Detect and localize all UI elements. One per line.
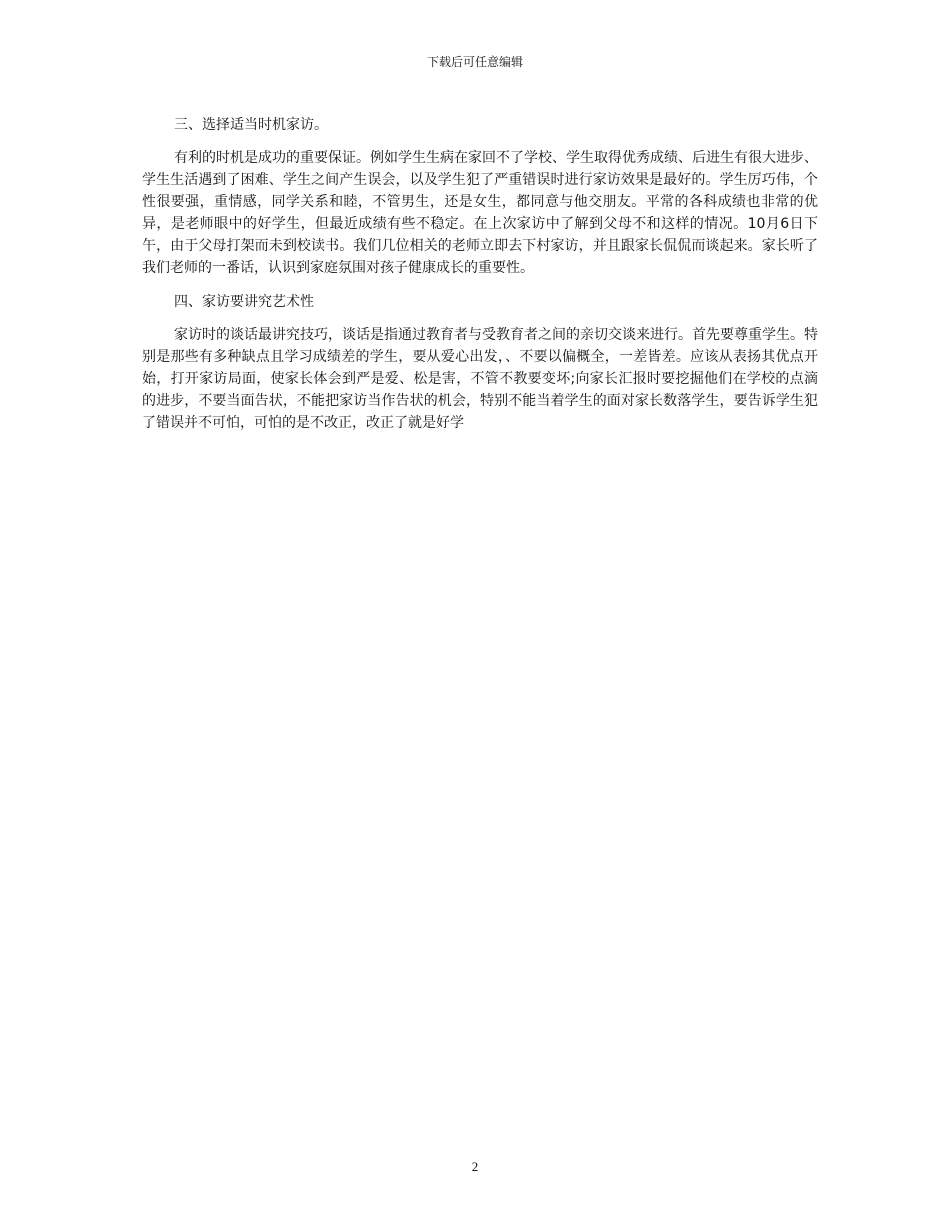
section-heading-3: 三、选择适当时机家访。 [174, 117, 328, 133]
section-heading-4: 四、家访要讲究艺术性 [174, 294, 314, 310]
page-header: 下载后可任意编辑 [426, 55, 523, 69]
section-paragraph-4: 家访时的谈话最讲究技巧，谈话是指通过教育者与受教育者之间的亲切交谈来进行。首先要尊重学生。特别是那些有多种缺点且学习成绩差的学生，要从爱心出发，、不要以偏概全，一差皆差。应该从表扬其优点开始，打开家访局面，使家长体会到严是爱、松是害，不管不教要变坏;向家长汇报时要挖掘他们在学校的点滴的进步，不要当面告状，不能把家访当作告状的机会，特别不能当着学生的面对家长数落学生，要告诉学生犯了错误并不可怕，可怕的是不改正，改正了就是好学 [142, 327, 818, 431]
section-paragraph-3: 有利的时机是成功的重要保证。例如学生生病在家回不了学校、学生取得优秀成绩、后进生有很大进步、学生生活遇到了困难、学生之间产生误会，以及学生犯了严重错误时进行家访效果是最好的。学生厉巧伟，个性很要强，重情感，同学关系和睦，不管男生，还是女生，都同意与他交朋友。平常的各科成绩也非常的优异，是老师眼中的好学生，但最近成绩有些不稳定。在上次家访中了解到父母不和这样的情况。10月6日下午，由于父母打架而未到校读书。我们几位相关的老师立即去下村家访，并且跟家长侃侃而谈起来。家长听了我们老师的一番话，认识到家庭氛围对孩子健康成长的重要性。 [142, 150, 818, 276]
document-body [142, 114, 818, 446]
page-number: 2 [471, 1159, 479, 1174]
